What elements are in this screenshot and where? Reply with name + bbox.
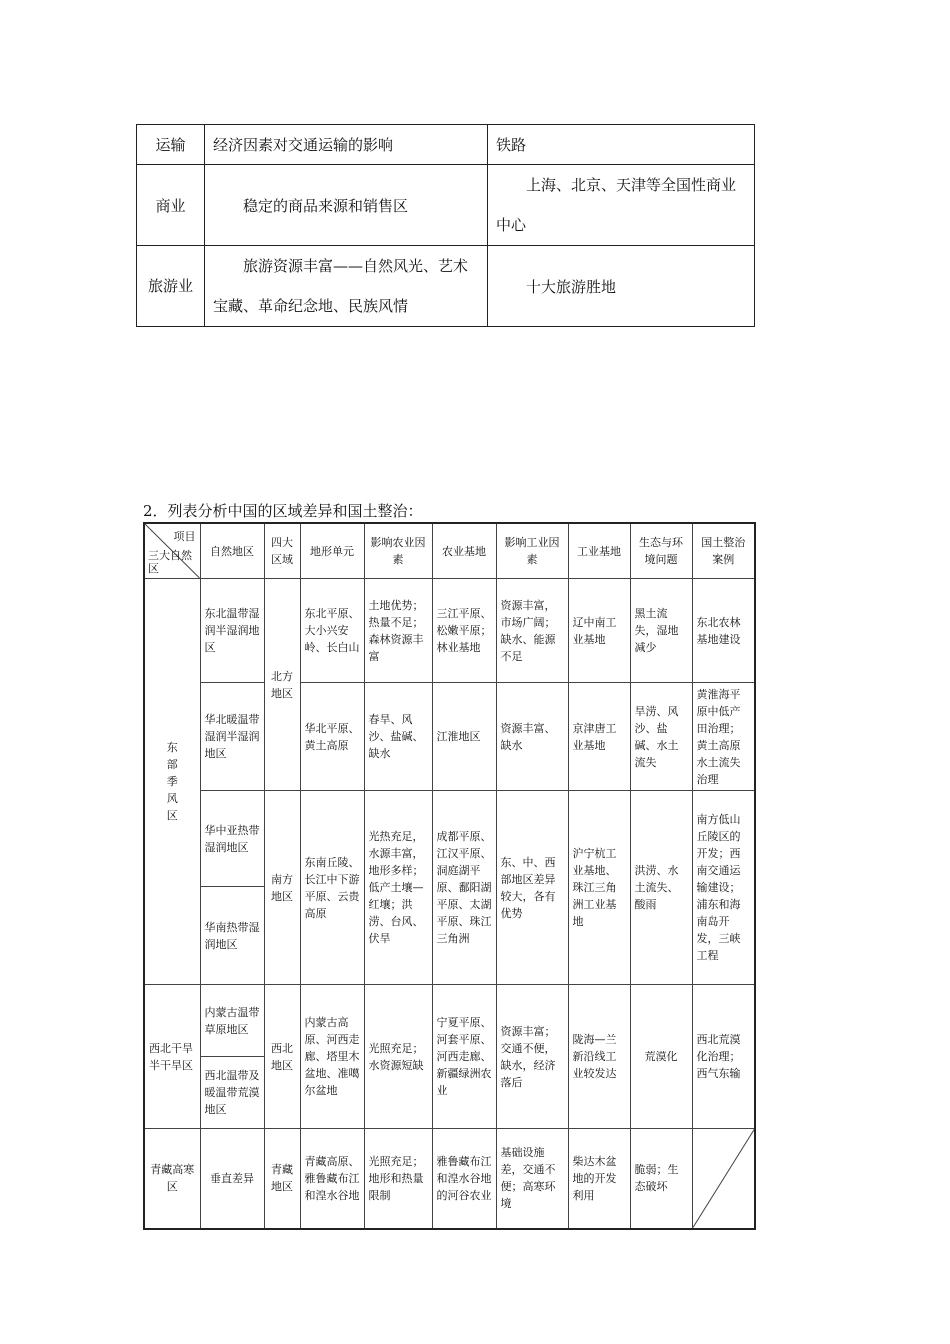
ind-factor-cell: 资源丰富，市场广阔；缺水、能源不足 (496, 579, 568, 683)
eco-cell: 洪涝、水土流失、酸雨 (630, 791, 692, 985)
header-cell: 生态与环境问题 (630, 523, 692, 579)
agri-factor-cell: 光热充足，水源丰富，地形多样；低产土壤—红壤；洪涝、台风、伏旱 (364, 791, 432, 985)
terrain-cell: 东北平原、大小兴安岭、长白山 (300, 579, 364, 683)
table-row (144, 579, 755, 683)
ind-base-cell: 柴达木盆地的开发利用 (568, 1129, 630, 1229)
eco-cell: 荒漠化 (630, 985, 692, 1129)
example-cell: 十大旅游胜地 (488, 246, 755, 327)
natural-region: 西北温带及暖温带荒漠地区 (200, 1057, 264, 1129)
zone-northwest: 西北干旱半干旱区 (144, 985, 200, 1129)
eco-cell: 脆弱；生态破坏 (630, 1129, 692, 1229)
zone-qingzang: 青藏高寒区 (144, 1129, 200, 1229)
table-row (144, 985, 755, 1057)
header-cell: 四大区域 (264, 523, 300, 579)
natural-region: 垂直差异 (200, 1129, 264, 1229)
terrain-cell: 内蒙古高原、河西走廊、塔里木盆地、准噶尔盆地 (300, 985, 364, 1129)
example-cell: 铁路 (488, 125, 755, 165)
case-cell: 南方低山丘陵区的开发；西南交通运输建设；浦东和海南岛开发，三峡工程 (692, 791, 755, 985)
agri-base-cell: 江淮地区 (432, 683, 496, 791)
agri-factor-cell: 春旱、风沙、盐碱、缺水 (364, 683, 432, 791)
terrain-cell: 青藏高原、雅鲁藏布江和湟水谷地 (300, 1129, 364, 1229)
table-row (144, 791, 755, 887)
agri-base-cell: 成都平原、江汉平原、洞庭湖平原、鄱阳湖平原、太湖平原、珠江三角洲 (432, 791, 496, 985)
ind-base-cell: 沪宁杭工业基地、珠江三角洲工业基地 (568, 791, 630, 985)
table-row (137, 246, 755, 327)
table-row (144, 683, 755, 791)
industry-cell: 商业 (137, 165, 205, 246)
natural-region: 华中亚热带湿润地区 (200, 791, 264, 887)
natural-region: 华北暖温带湿润半湿润地区 (200, 683, 264, 791)
header-row (144, 523, 755, 579)
empty-diagonal-cell (692, 1129, 755, 1229)
ind-factor-cell: 资源丰富、缺水 (496, 683, 568, 791)
eco-cell: 旱涝、风沙、盐碱、水土流失 (630, 683, 692, 791)
ind-factor-cell: 基础设施差，交通不便；高寒环境 (496, 1129, 568, 1229)
region-north: 北方地区 (264, 579, 300, 791)
table-row (137, 165, 755, 246)
case-cell: 西北荒漠化治理；西气东输 (692, 985, 755, 1129)
corner-cell (144, 523, 200, 579)
factor-cell: 稳定的商品来源和销售区 (205, 165, 488, 246)
ind-factor-cell: 资源丰富；交通不便，缺水，经济落后 (496, 985, 568, 1129)
header-cell: 地形单元 (300, 523, 364, 579)
ind-base-cell: 陇海—兰新沿线工业较发达 (568, 985, 630, 1129)
ind-base-cell: 辽中南工业基地 (568, 579, 630, 683)
region-northwest: 西北地区 (264, 985, 300, 1129)
table-row (137, 125, 755, 165)
agri-base-cell: 三江平原、松嫩平原；林业基地 (432, 579, 496, 683)
factor-cell: 旅游资源丰富——自然风光、艺术宝藏、革命纪念地、民族风情 (205, 246, 488, 327)
industry-table (136, 124, 755, 327)
zone-east: 东部季风区 (144, 579, 200, 985)
table-row (144, 1129, 755, 1229)
eco-cell: 黑土流失，湿地减少 (630, 579, 692, 683)
header-cell: 影响农业因素 (364, 523, 432, 579)
region-qingzang: 青藏地区 (264, 1129, 300, 1229)
corner-zone-label: 三大自然区 (148, 549, 192, 575)
header-cell: 自然地区 (200, 523, 264, 579)
region-south: 南方地区 (264, 791, 300, 985)
agri-base-cell: 雅鲁藏布江和湟水谷地的河谷农业 (432, 1129, 496, 1229)
natural-region: 东北温带湿润半湿润地区 (200, 579, 264, 683)
industry-cell: 运输 (137, 125, 205, 165)
agri-factor-cell: 光照充足；地形和热量限制 (364, 1129, 432, 1229)
case-cell: 东北农林基地建设 (692, 579, 755, 683)
header-cell: 影响工业因素 (496, 523, 568, 579)
header-cell: 国土整治案例 (692, 523, 755, 579)
natural-region: 华南热带湿润地区 (200, 887, 264, 985)
case-cell: 黄淮海平原中低产田治理；黄土高原水土流失治理 (692, 683, 755, 791)
header-cell: 工业基地 (568, 523, 630, 579)
corner-item-label: 项目 (173, 530, 196, 543)
ind-base-cell: 京津唐工业基地 (568, 683, 630, 791)
agri-base-cell: 宁夏平原、河套平原、河西走廊、新疆绿洲农业 (432, 985, 496, 1129)
industry-cell: 旅游业 (137, 246, 205, 327)
section-heading: 2．列表分析中国的区域差异和国土整治： (143, 502, 423, 520)
example-cell: 上海、北京、天津等全国性商业中心 (488, 165, 755, 246)
agri-factor-cell: 土地优势；热量不足；森林资源丰富 (364, 579, 432, 683)
agri-factor-cell: 光照充足；水资源短缺 (364, 985, 432, 1129)
terrain-cell: 华北平原、黄土高原 (300, 683, 364, 791)
diagonal-line (693, 1129, 755, 1228)
factor-cell: 经济因素对交通运输的影响 (205, 125, 488, 165)
ind-factor-cell: 东、中、西部地区差异较大，各有优势 (496, 791, 568, 985)
regional-table (143, 522, 756, 1230)
terrain-cell: 东南丘陵、长江中下游平原、云贵高原 (300, 791, 364, 985)
natural-region: 内蒙古温带草原地区 (200, 985, 264, 1057)
header-cell: 农业基地 (432, 523, 496, 579)
